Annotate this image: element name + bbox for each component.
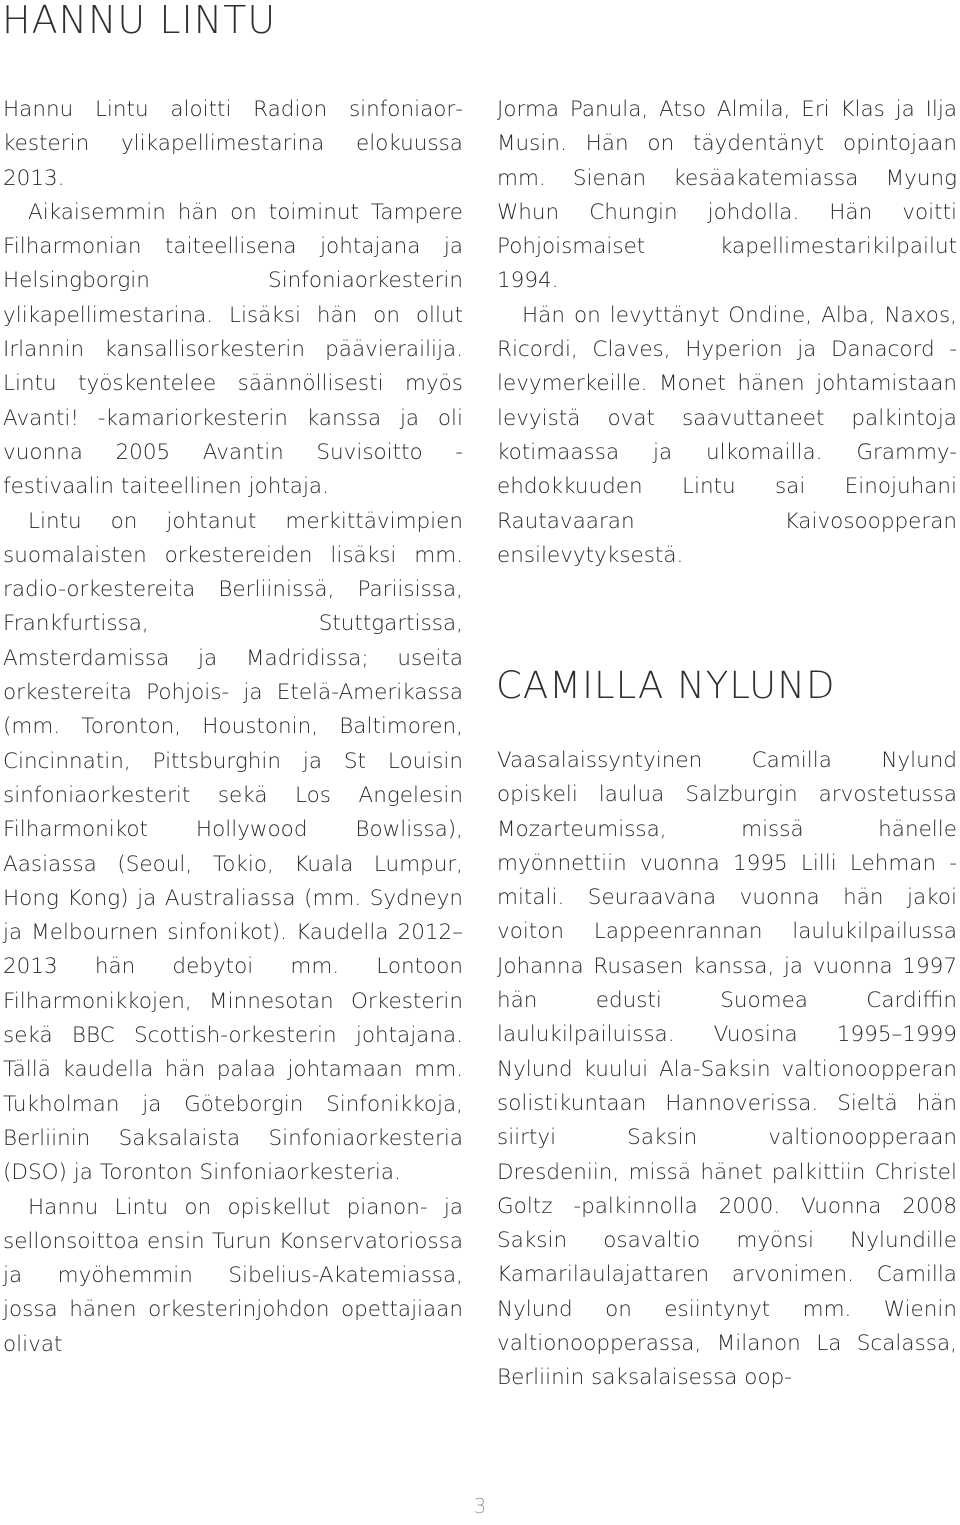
article-column-right-continuation xyxy=(497,93,957,573)
paragraph: Hän on levyttänyt Ondine, Alba, Naxos, Ricordi, Claves, Hyperion ja Danacord -levymerkeille. Monet hänen johtamistaan levyistä ovat saavuttaneet palkintoja kotimaassa ja ulkomailla. Grammy-ehdokkuuden Lintu sai Einojuhani Rautavaaran Kaivosoopperan ensilevytyksestä. xyxy=(497,302,957,568)
page-number: 3 xyxy=(473,1494,487,1518)
section-heading: CAMILLA NYLUND xyxy=(496,664,836,707)
article-column-right-camilla xyxy=(497,744,957,1396)
paragraph: Hannu Lintu aloitti Radion sinfoniaorkesterin ylikapellimestarina elokuussa 2013. xyxy=(3,97,463,191)
page-title: HANNU LINTU xyxy=(2,0,277,42)
paragraph: Lintu on johtanut merkittävimpien suomalaisten orkestereiden lisäksi mm. radio-orkestereita Berliinissä, Pariisissa, Frankfurtissa, Stuttgartissa, Amsterdamissa ja Madridissa; useita orkestereita Pohjois- ja Etelä-Amerikassa (mm. Toronton, Houstonin, Baltimoren, Cincinnatin, Pittsburghin ja St Louisin sinfoniaorkesterit sekä Los Angelesin Filharmonikot Hollywood Bowlissa), Aasiassa (Seoul, Tokio, Kuala Lumpur, Hong Kong) ja Australiassa (mm. Sydneyn ja Melbournen sinfonikot). Kaudella 2012–2013 hän debytoi mm. Lontoon Filharmonikkojen, Minnesotan Orkesterin sekä BBC Scottish-orkesterin johtajana. Tällä kaudella hän palaa johtamaan mm. Tukholman ja Göteborgin Sinfonikkoja, Berliinin Saksalaista Sinfoniaorkesteria (DSO) ja Toronton Sinfoniaorkesteria. xyxy=(3,508,463,1186)
paragraph: Vaasalaissyntyinen Camilla Nylund opiskeli laulua Salzburgin arvostetussa Mozarteumissa, missä hänelle myönnettiin vuonna 1995 Lilli Lehman -mitali. Seuraavana vuonna hän jakoi voiton Lappeenrannan laulukilpailussa Johanna Rusasen kanssa, ja vuonna 1997 hän edusti Suomea Cardiffin laulukilpailuissa. Vuosina 1995–1999 Nylund kuului Ala-Saksin valtionoopperan solistikuntaan Hannoverissa. Sieltä hän siirtyi Saksin valtionoopperaan Dresdeniin, missä hänet palkittiin Christel Goltz -palkinnolla 2000. Vuonna 2008 Saksin osavaltio myönsi Nylundille Kamarilaulajattaren arvonimen. Camilla Nylund on esiintynyt mm. Wienin valtionoopperassa, Milanon La Scalassa, Berliinin saksalaisessa oop- xyxy=(497,748,957,1391)
paragraph: Aikaisemmin hän on toiminut Tampere Filharmonian taiteellisena johtajana ja Helsingborgin Sinfoniaorkesterin ylikapellimestarina. Lisäksi hän on ollut Irlannin kansallisorkesterin päävierailija. Lintu työskentelee säännöllisesti myös Avanti! -kamariorkesterin kanssa ja oli vuonna 2005 Avantin Suvisoitto -festivaalin taiteellinen johtaja. xyxy=(3,199,463,500)
paragraph: Hannu Lintu on opiskellut pianon- ja sellonsoittoa ensin Turun Konservatoriossa ja myöhemmin Sibelius-Akatemiassa, jossa hänen orkesterinjohdon opettajiaan olivat xyxy=(3,1194,463,1357)
article-column-left xyxy=(3,93,463,1362)
paragraph: Jorma Panula, Atso Almila, Eri Klas ja Ilja Musin. Hän on täydentänyt opintojaan mm. Sienan kesäakatemiassa Myung Whun Chungin johdolla. Hän voitti Pohjoismaiset kapellimestarikilpailut 1994. xyxy=(497,97,957,294)
